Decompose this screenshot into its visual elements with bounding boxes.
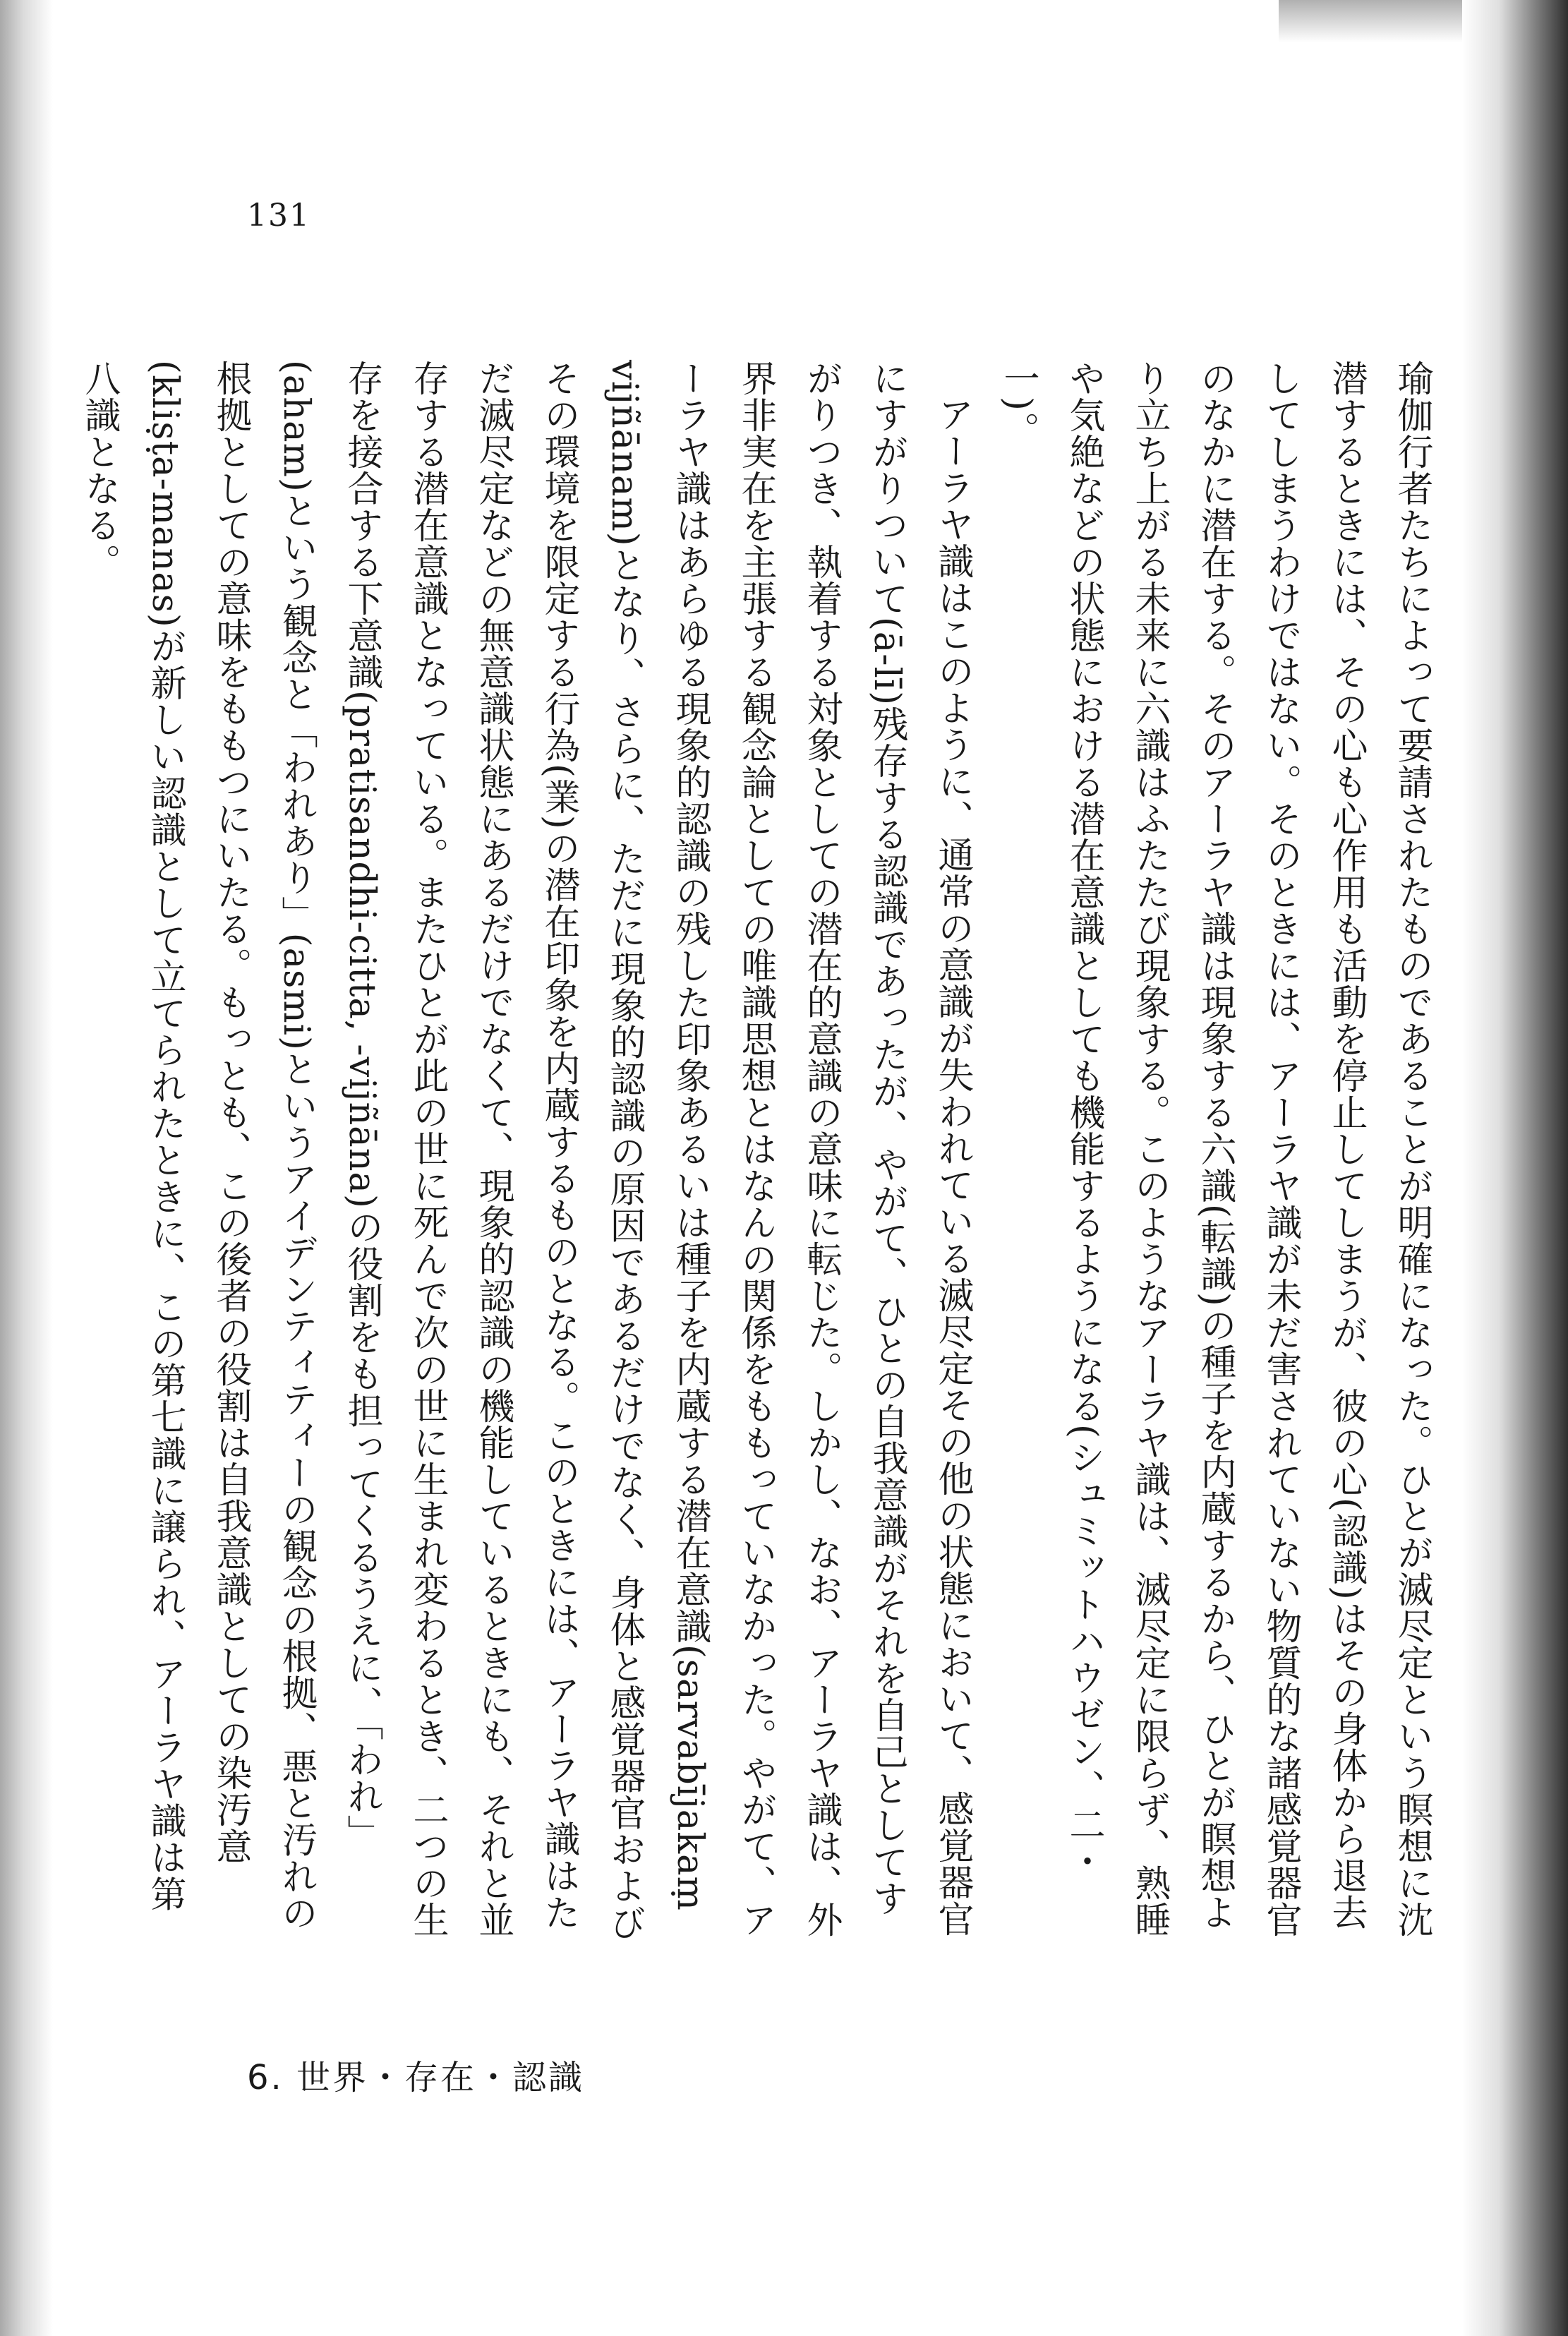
body-text <box>66 360 1445 1948</box>
page-number: 131 <box>247 198 310 234</box>
scan-shadow-top <box>1279 0 1462 42</box>
scan-shadow-left <box>0 0 53 2336</box>
paragraph: 瑜伽行者たちによって要請されたものであることが明確になった。ひとが滅尽定という瞑想に沈潜するときには、その心も心作用も活動を停止してしまうが、彼の心(認識)はその身体から退去してしまうわけではない。そのときには、アーラヤ識が未だ害されていない物質的な諸感覚器官のなかに潜在する。そのアーラヤ識は現象する六識(転識)の種子を内蔵するから、ひとが瞑想より立ち上がる未来に六識はふたたび現象する。このようなアーラヤ識は、滅尽定に限らず、熟睡や気絶などの状態における潜在意識としても機能するようになる(シュミットハウゼン、二・一)。 <box>997 360 1433 1938</box>
scan-shadow-right <box>1462 0 1568 2336</box>
running-footer-section-title: 6. 世界・存在・認識 <box>247 2058 585 2097</box>
paragraph: アーラヤ識はこのように、通常の意識が失われている滅尽定その他の状態において、感覚器官にすがりついて(ā-lī)残存する認識であったが、やがて、ひとの自我意識がそれを自己としてすがりつき、執着する対象としての潜在的意識の意味に転じた。しかし、なお、アーラヤ識は、外界非実在を主張する観念論としての唯識思想とはなんの関係をももっていなかった。やがて、アーラヤ識はあらゆる現象的認識の残した印象あるいは種子を内蔵する潜在意識(sarvabījakaṃ vijñānam)となり、さらに、ただに現象的認識の原因であるだけでなく、身体と感覚器官およびその環境を限定する行為(業)の潜在印象を内蔵するものとなる。このときには、アーラヤ識はただ滅尽定などの無意識状態にあるだけでなくて、現象的認識の機能しているときにも、それと並存する潜在意識となっている。またひとが此の世に死んで次の世に生まれ変わるとき、二つの生存を接合する下意識(pratisandhi-citta, -vijñāna)の役割をも担ってくるうえに、「われ」(aham)という観念と「われあり」(asmi)というアイデンティティーの観念の根拠、悪と汚れの根拠としての意味をももつにいたる。もっとも、この後者の役割は自我意識としての染汚意(kliṣṭa-manas)が新しい認識として立てられたときに、この第七識に譲られ、アーラヤ識は第八識となる。 <box>78 360 973 1941</box>
